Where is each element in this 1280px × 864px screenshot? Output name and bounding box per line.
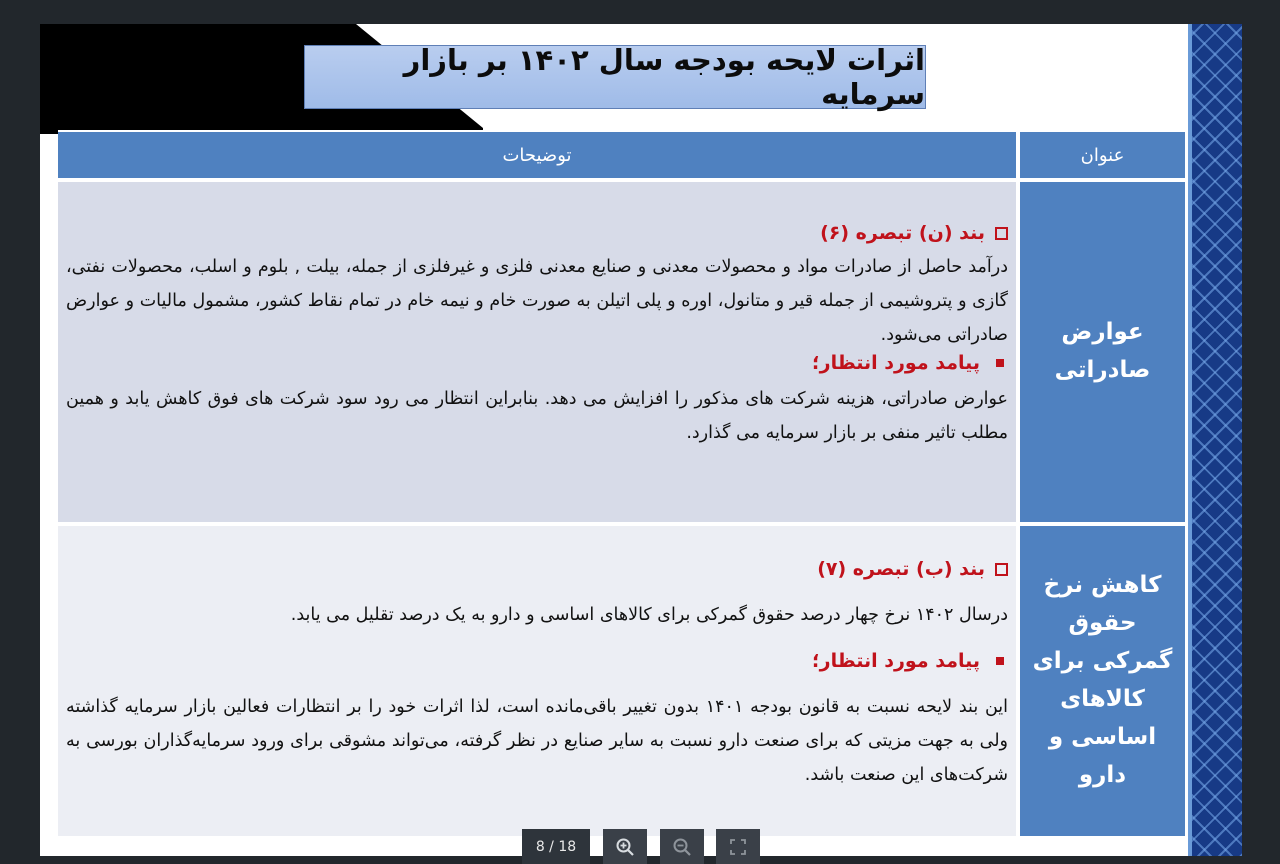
expected-outcome-heading [66, 352, 1008, 374]
checkbox-square-icon [995, 227, 1008, 240]
expected-outcome-label: پیامد مورد انتظار؛ [812, 650, 980, 672]
slide-title: اثرات لایحه بودجه سال ۱۴۰۲ بر بازار سرمایه [304, 45, 926, 109]
outcome-paragraph: این بند لایحه نسبت به قانون بودجه ۱۴۰۱ بدون تغییر باقی‌مانده است، لذا اثرات خود را بر انتظارات فعالین بازار سرمایه گذاشته ولی به جهت مزیتی که برای صنعت دارو نسبت به سایر صنایع در نظر گرفته، می‌تواند مشوقی برای ورود سرمایه‌گذاران بورسی به شرکت‌های این صنعت باشد. [66, 697, 1008, 785]
checkbox-square-icon [995, 563, 1008, 576]
square-bullet-icon [996, 657, 1004, 665]
content-table [58, 130, 1185, 836]
clause-heading [66, 222, 1008, 244]
zoom-in-icon [615, 837, 635, 857]
row-description-export-duties [58, 182, 1016, 522]
header-title: عنوان [1020, 132, 1185, 178]
clause-text: بند (ب) تبصره (۷) [817, 558, 985, 580]
page-indicator: 8 / 18 [522, 829, 590, 864]
clause-text: بند (ن) تبصره (۶) [820, 222, 985, 244]
zoom-out-button[interactable] [660, 829, 704, 864]
clause-heading [66, 558, 1008, 580]
row-title-text: عوارض صادراتی [1054, 319, 1151, 383]
row-title-text: کاهش نرخ حقوق گمرکی برای کالاهای اساسی و دارو [1032, 572, 1173, 788]
row-title-customs-rate [1020, 526, 1185, 836]
clause-paragraph: درآمد حاصل از صادرات مواد و محصولات معدنی و صنایع معدنی فلزی و غیرفلزی از جمله، بیلت , بلوم و اسلب، محصولات نفتی، گازی و پتروشیمی از جمله قیر و متانول، اوره و پلی اتیلن به صورت خام و نیمه خام در تمام نقاط کشور، مشمول مالیات و عوارض صادراتی می‌شود. [66, 257, 1008, 345]
decorative-pattern-strip [1188, 24, 1242, 856]
fullscreen-button[interactable] [716, 829, 760, 864]
header-description: توضیحات [58, 132, 1016, 178]
row-title-export-duties [1020, 182, 1185, 522]
row-description-customs-rate [58, 526, 1016, 836]
slide [40, 24, 1242, 856]
clause-paragraph: درسال ۱۴۰۲ نرخ چهار درصد حقوق گمرکی برای کالاهای اساسی و دارو به یک درصد تقلیل می یابد. [290, 605, 1008, 625]
fullscreen-icon [729, 838, 747, 856]
zoom-out-icon [672, 837, 692, 857]
zoom-in-button[interactable] [603, 829, 647, 864]
outcome-paragraph: عوارض صادراتی، هزینه شرکت های مذکور را افزایش می دهد. بنابراین انتظار می رود سود شرکت های فوق کاهش یابد و همین مطلب تاثیر منفی بر بازار سرمایه می گذارد. [66, 389, 1008, 443]
square-bullet-icon [996, 359, 1004, 367]
expected-outcome-heading [66, 650, 1008, 672]
expected-outcome-label: پیامد مورد انتظار؛ [812, 352, 980, 374]
